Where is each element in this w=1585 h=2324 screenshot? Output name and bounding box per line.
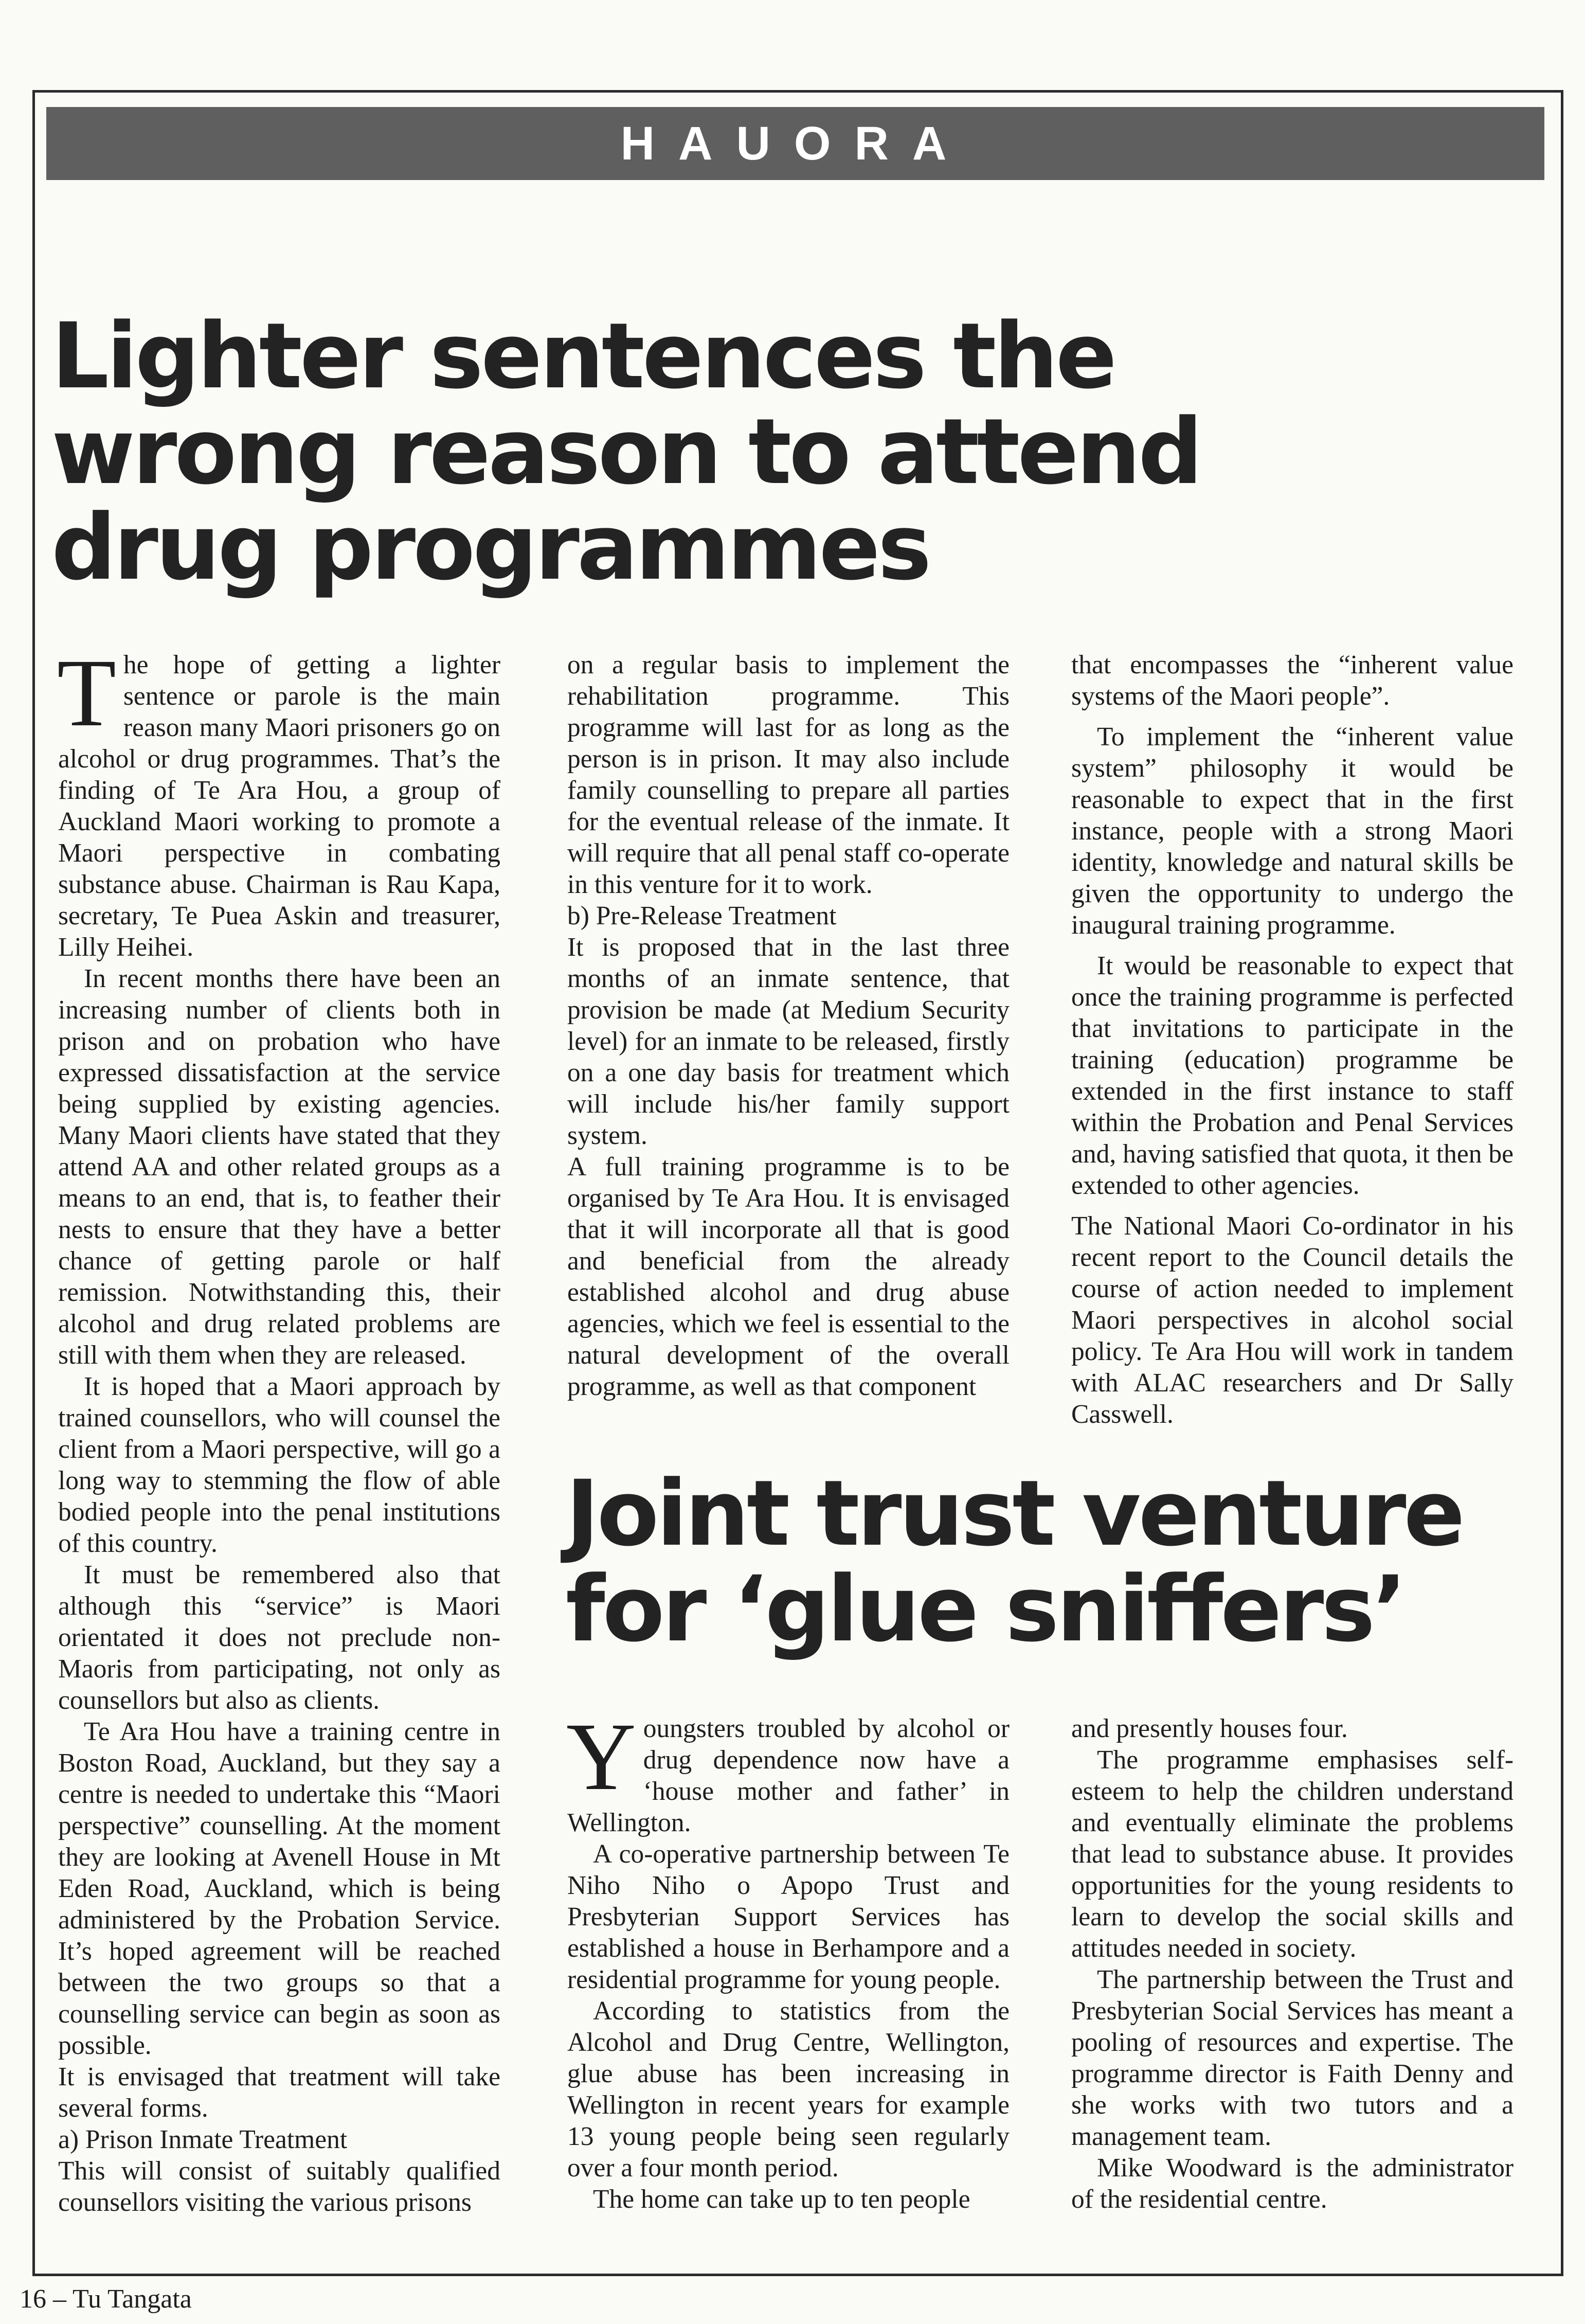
paragraph: It must be remembered also that although this “service” is Maori orientated it does not preclude non-Maoris from participating, not only as counsellors but also as clients. (58, 1560, 500, 1715)
paragraph: It is proposed that in the last three months of an inmate sentence, that provision be made (at Medium Security level) for an inmate to be released, firstly on a one day basis for treatment which will include his/her family support system. (567, 933, 1010, 1150)
paragraph: To implement the “inherent value system” philosophy it would be reasonable to expect that in the first instance, people with a strong Maori identity, knowledge and natural skills be given the opportunity to undergo the inaugural training programme. (1071, 722, 1514, 940)
paragraph: he hope of getting a lighter sentence or parole is the main reason many Maori prisoners go on alcohol or drug programmes. That’s the finding of Te Ara Hou, a group of Auckland Maori working to promote a Maori perspective in combating substance abuse. Chairman is Rau Kapa, secretary, Te Puea Askin and treasurer, Lilly Heihei. (58, 650, 500, 962)
paragraph: It is hoped that a Maori approach by trained counsellors, who will counsel the client from a Maori perspective, will go a long way to stemming the flow of able bodied people into the penal institutions of this country. (58, 1372, 500, 1558)
article-column-1 (566, 1703, 1010, 2227)
drop-cap: Y (566, 1703, 636, 1810)
paragraph: In recent months there have been an increasing number of clients both in prison and on probation who have expressed dissatisfaction at the service being supplied by existing agencies. Many Maori clients have stated that they attend AA and other related groups as a means to an end, that is, to feather their nests to ensure that they have a better chance of getting parole or half remission. Notwithstanding this, their alcohol and drug related problems are still with them when they are released. (58, 964, 500, 1370)
paragraph: The partnership between the Trust and Presbyterian Social Services has meant a pooling of resources and expertise. The programme director is Faith Denny and she works with two tutors and a management team. (1071, 1965, 1514, 2151)
article-column-2 (1071, 1713, 1514, 2227)
paragraph: oungsters troubled by alcohol or drug dependence now have a ‘house mother and father’ in Wellington. (567, 1714, 1010, 1837)
article-column-1 (57, 639, 500, 2218)
paragraph: It is envisaged that treatment will take several forms. (58, 2062, 500, 2123)
subheading: b) Pre-Release Treatment (567, 901, 837, 931)
paragraph: According to statistics from the Alcohol and Drug Centre, Wellington, glue abuse has been increasing in Wellington in recent years for example 13 young people being seen regularly over a four month period. (567, 1996, 1010, 2183)
section-banner: HAUORA (46, 107, 1544, 180)
article-column-3 (1071, 649, 1514, 1441)
paragraph: on a regular basis to implement the rehabilitation programme. This programme will last for as long as the person is in prison. It may also include family counselling to prepare all parties for the eventual release of the inmate. It will require that all penal staff co-operate in this venture for it to work. (567, 650, 1010, 899)
page-folio: 16 – Tu Tangata (20, 2284, 192, 2314)
subheading: a) Prison Inmate Treatment (58, 2125, 348, 2154)
paragraph: and presently houses four. (1071, 1714, 1348, 1743)
paragraph: This will consist of suitably qualified counsellors visiting the various prisons (58, 2156, 500, 2217)
paragraph: The National Maori Co-ordinator in his recent report to the Council details the course of action needed to implement Maori perspectives in alcohol social policy. Te Ara Hou will work in tandem with ALAC researchers and Dr Sally Casswell. (1071, 1211, 1514, 1429)
article-column-2 (567, 649, 1010, 1441)
paragraph: Te Ara Hou have a training centre in Boston Road, Auckland, but they say a centre is needed to undertake this “Maori perspective” counselling. At the moment they are looking at Avenell House in Mt Eden Road, Auckland, which is being administered by the Probation Service. It’s hoped agreement will be reached between the two groups so that a counselling service can begin as soon as possible. (58, 1717, 500, 2060)
drop-cap: T (57, 639, 116, 746)
article-headline: Joint trust venture for ‘glue sniffers’ (566, 1461, 1463, 1662)
paragraph: The programme emphasises self-esteem to help the children understand and eventually eliminate the problems that lead to substance abuse. It provides opportunities for the young residents to learn to develop the social skills and attitudes needed in society. (1071, 1745, 1514, 1963)
paragraph: Mike Woodward is the administrator of the residential centre. (1071, 2153, 1514, 2214)
paragraph: A co-operative partnership between Te Niho Niho o Apopo Trust and Presbyterian Support Services has established a house in Berhampore and a residential programme for young people. (567, 1839, 1010, 1994)
paragraph: It would be reasonable to expect that once the training programme is perfected that invitations to participate in the training (education) programme be extended in the first instance to staff within the Probation and Penal Services and, having satisfied that quota, it then be extended to other agencies. (1071, 951, 1514, 1200)
paragraph: The home can take up to ten people (593, 2185, 970, 2214)
paragraph: A full training programme is to be organised by Te Ara Hou. It is envisaged that it will incorporate all that is good and beneficial from the already established alcohol and drug abuse agencies, which we feel is essential to the natural development of the overall programme, as well as that component (567, 1152, 1010, 1401)
paragraph: that encompasses the “inherent value systems of the Maori people”. (1071, 650, 1514, 711)
article-headline: Lighter sentences the wrong reason to attend drug programmes (51, 303, 1201, 600)
